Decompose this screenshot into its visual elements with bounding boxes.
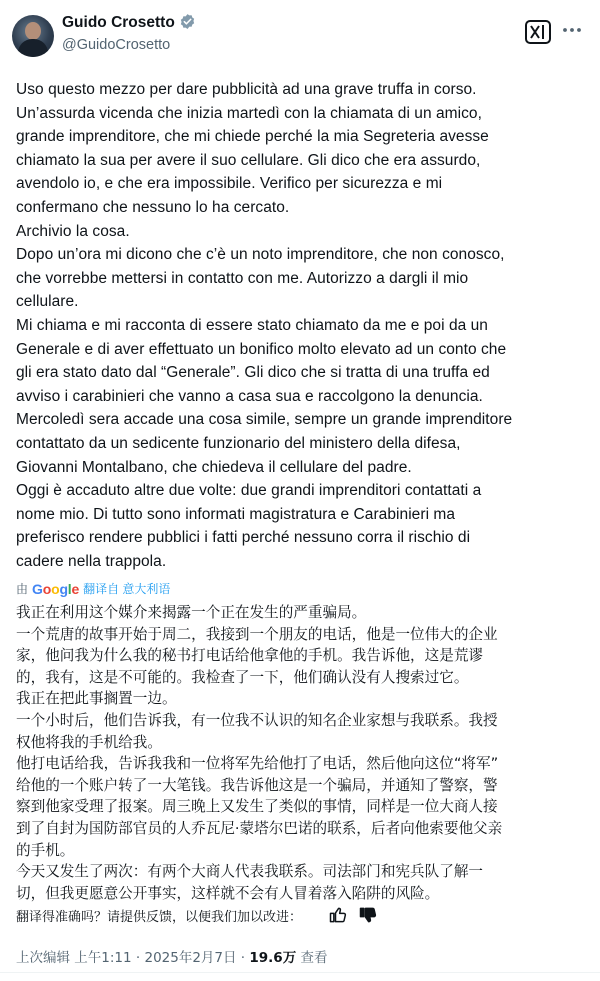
avatar-face bbox=[25, 22, 41, 40]
views-label: 查看 bbox=[296, 950, 328, 966]
tweet-meta bbox=[16, 946, 328, 966]
divider bbox=[0, 972, 600, 973]
grok-glyph bbox=[527, 22, 549, 42]
google-logo-icon: Google bbox=[32, 580, 80, 597]
avatar-body bbox=[18, 39, 48, 57]
avatar[interactable] bbox=[12, 15, 54, 57]
translation-attribution bbox=[16, 580, 170, 602]
verified-badge-icon bbox=[179, 13, 196, 30]
translated-by-prefix: 由 bbox=[16, 582, 29, 596]
translated-from-link[interactable]: 翻译自 意大利语 bbox=[83, 582, 171, 596]
translation-feedback-prompt: 翻译得准确吗？请提供反馈，以便我们加以改进： bbox=[16, 910, 303, 925]
author-name[interactable] bbox=[62, 13, 196, 32]
tweet-text: Uso questo mezzo per dare pubblicità ad una grave truffa in corso. Un’assurda vicenda che inizia martedì con la chiamata di un amico, grande imprenditore, che mi chiede perché la mia Segreteria avesse chiamato la sua per avere il suo cellulare. Gli dico che era assurdo, avendolo io, e che era impossibile. Verifico per sicurezza e mi confermano che nessuno lo ha cercato. Archivio la cosa. Dopo un’ora mi dicono che c’è un noto imprenditore, che non conosco, che vorrebbe mettersi in contatto con me. Autorizzo a dargli il mio cellulare. Mi chiama e mi racconta di essere stato chiamato da me e poi da un Generale e di aver effettuato un bonifico molto elevato ad un conto che gli era stato dato dal “Generale”. Gli dico che si tratta di una truffa ed avviso i carabinieri che vanno a casa sua e raccolgono la denuncia. Mercoledì sera accade una cosa simile, sempre un grande imprenditore contattato da un sedicente funzionario del ministero della difesa, Giovanni Montalbano, che chiedeva il cellulare del padre. Oggi è accaduto altre due volte: due grandi imprenditori contattati a nome mio. Di tutto sono informati magistratura e Carabinieri ma preferisco rendere pubblici i fatti perché nessuno corra il rischio di cadere nella trappola. bbox=[16, 81, 513, 570]
author-handle[interactable]: @GuidoCrosetto bbox=[62, 37, 171, 53]
more-options-icon[interactable] bbox=[560, 18, 584, 42]
edit-timestamp[interactable]: 上次编辑 上午1:11 · 2025年2月7日 · bbox=[16, 950, 250, 966]
author-name-text: Guido Crosetto bbox=[62, 14, 175, 31]
thumbs-down-icon[interactable] bbox=[358, 905, 378, 925]
thumbs-up-icon[interactable] bbox=[328, 905, 348, 925]
tweet-header bbox=[0, 0, 600, 72]
views-count: 19.6万 bbox=[249, 950, 297, 966]
grok-icon[interactable] bbox=[525, 20, 551, 44]
translated-text: 我正在利用这个媒介来揭露一个正在发生的严重骗局。 一个荒唐的故事开始于周二，我接到一个朋友的电话，他是一位伟大的企业 家，他问我为什么我的秘书打电话给他拿他的手机。我告诉他，这是荒谬 的，我有，这是不可能的。我检查了一下，他们确认没有人搜索过它。 我正在把此事搁置一边。 一个小时后，他们告诉我，有一位我不认识的知名企业家想与我联系。我授 权他将我的手机给我。 他打电话给我，告诉我我和一位将军先给他打了电话，然后他向这位“将军” 给他的一个账户转了一大笔钱。我告诉他这是一个骗局，并通知了警察，警 察到他家受理了报案。周三晚上又发生了类似的事情，同样是一位大商人接 到了自封为国防部官员的人乔瓦尼·蒙塔尔巴诺的联系，后者向他索要他父亲 的手机。 今天又发生了两次：有两个大商人代表我联系。司法部门和宪兵队了解一 切，但我更愿意公开事实，这样就不会有人冒着落入陷阱的风险。 bbox=[16, 604, 503, 902]
